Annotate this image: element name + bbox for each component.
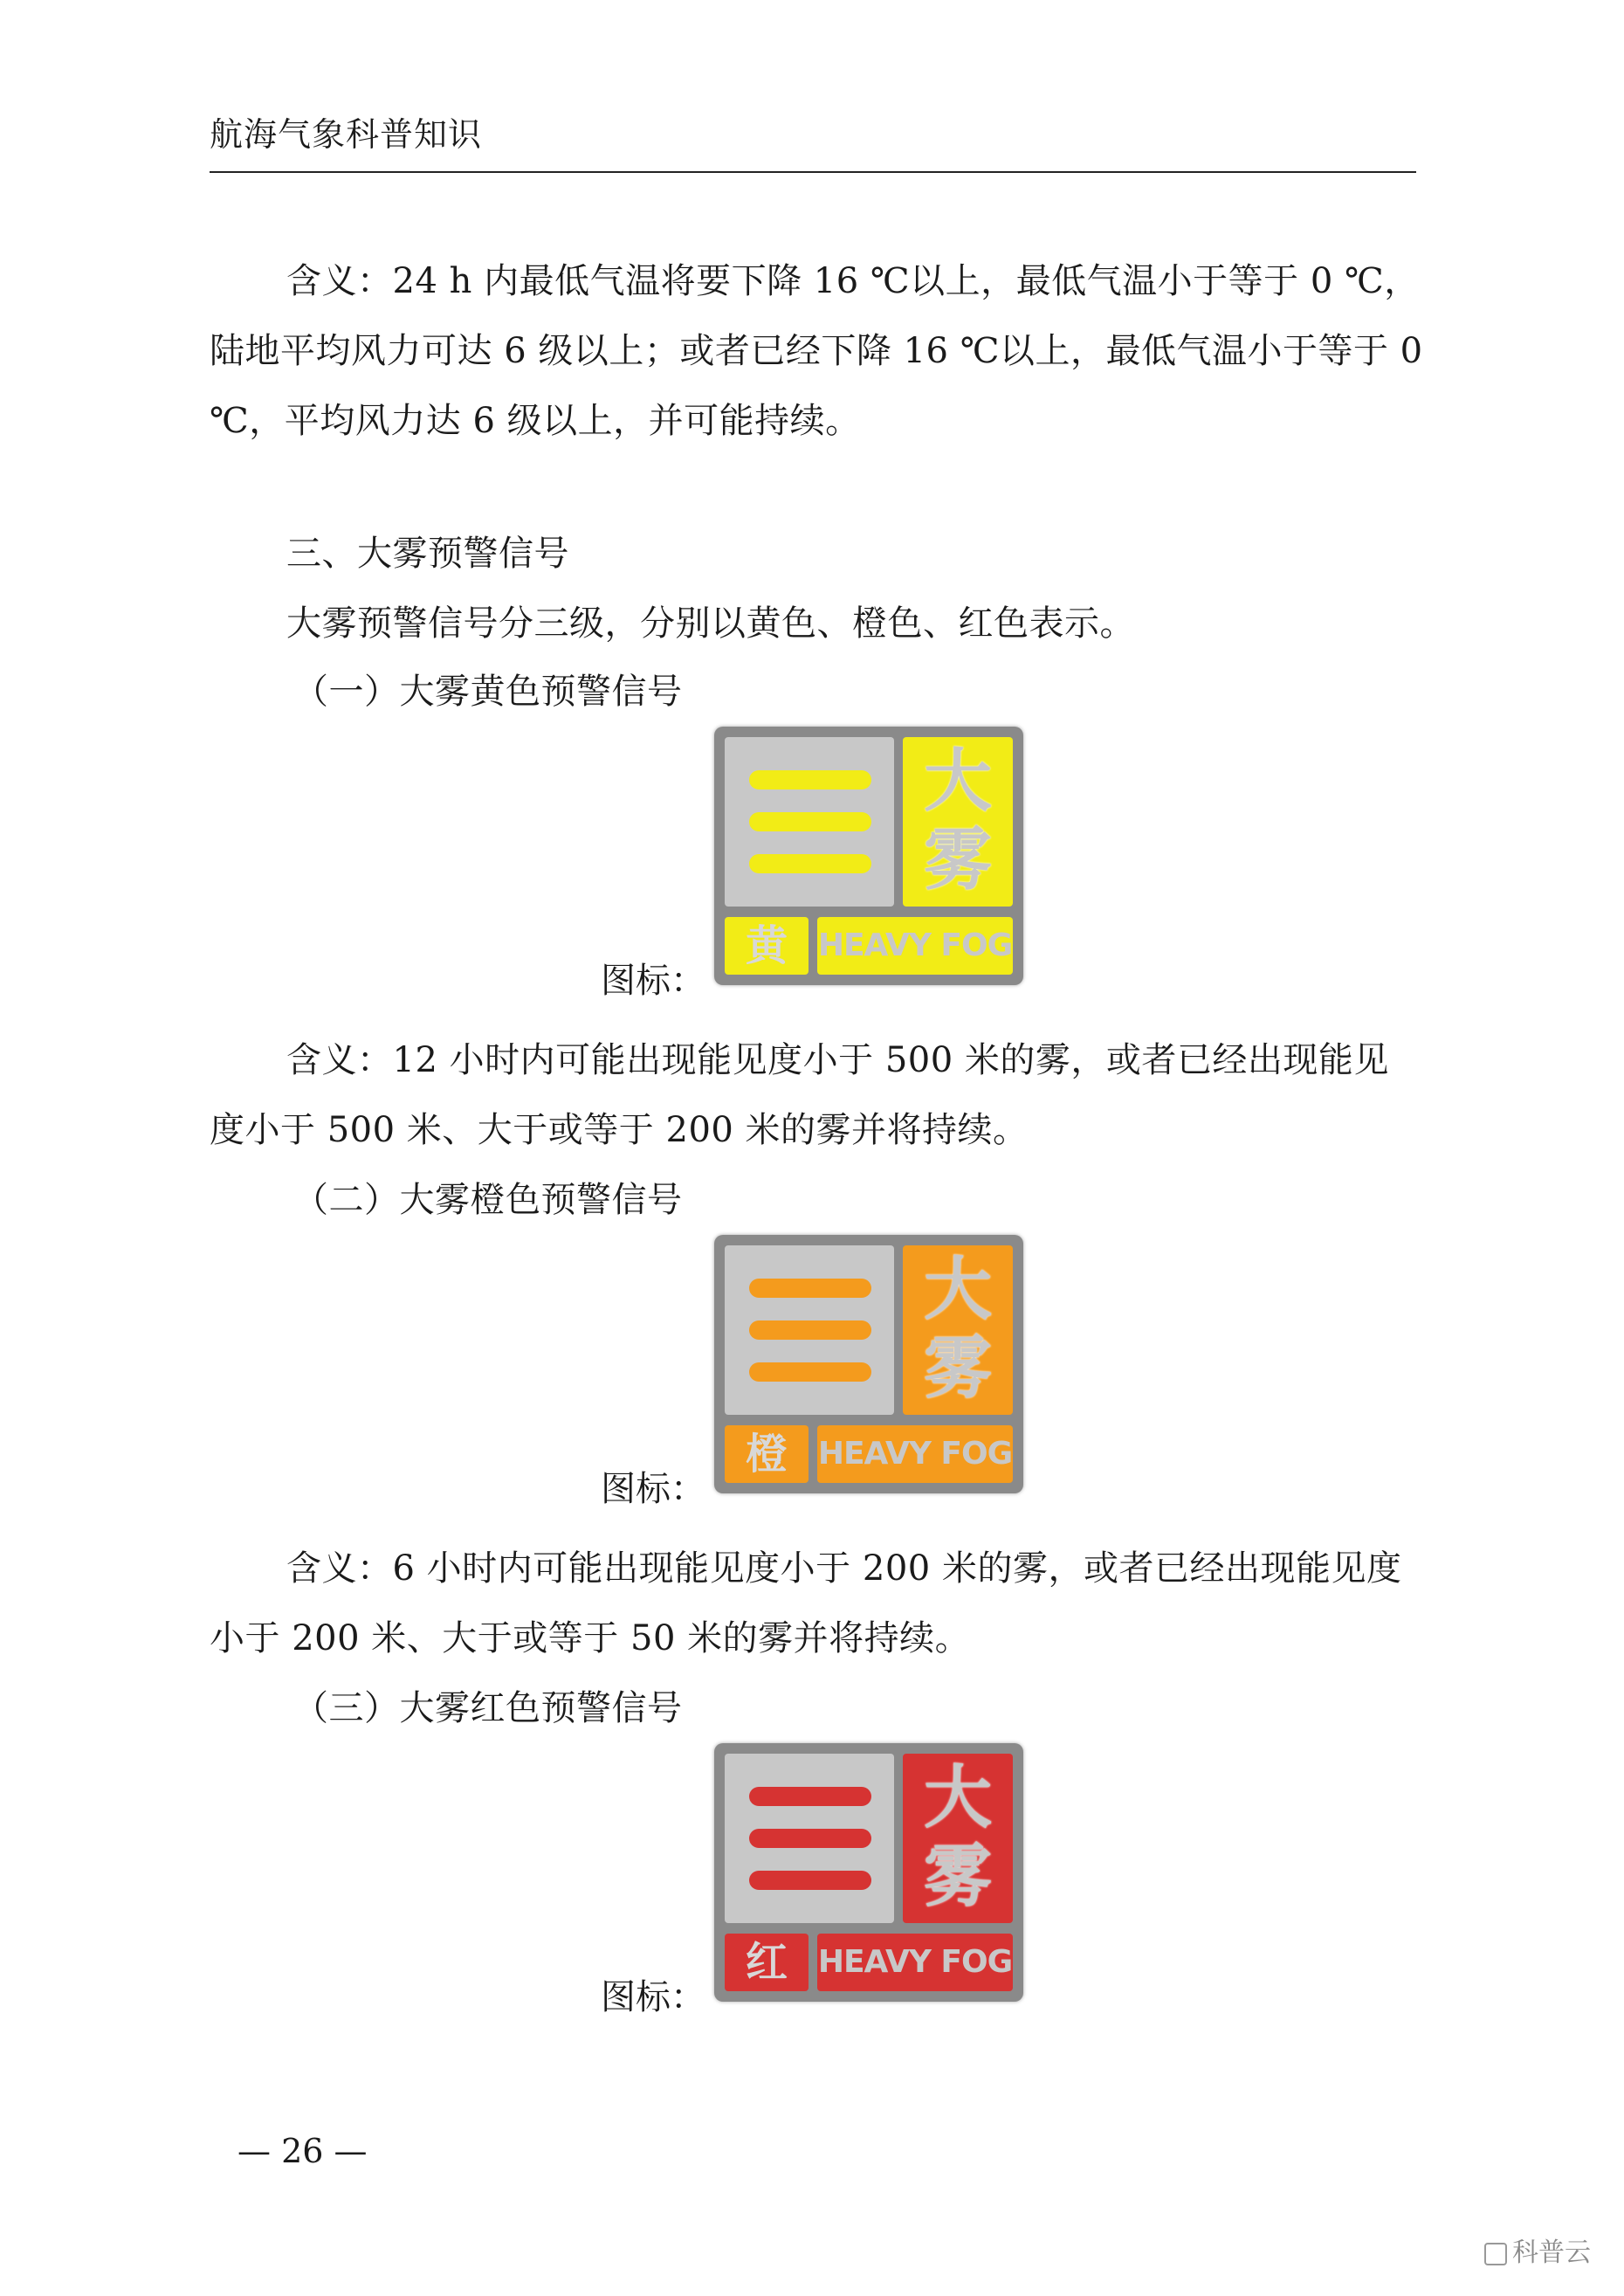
orange-signal-meaning: 含义：6 小时内可能出现能见度小于 200 米的雾，或者已经出现能见度小于 200 米、大于或等于 50 米的雾并将持续。 [210,1548,1402,1658]
orange-fog-signal-icon [714,1235,1023,1493]
fog-bar [749,1362,871,1382]
signal-char-bottom: 雾 [923,821,992,900]
cold-wave-meaning: 含义：24 h 内最低气温将要下降 16 ℃以上，最低气温小于等于 0 ℃，陆地平均风力可达 6 级以上；或者已经下降 16 ℃以上，最低气温小于等于 0 ℃，平均风力达 6 级以上，并可能持续。 [210,261,1423,441]
signal-char-panel [903,737,1013,907]
yellow-signal-meaning: 含义：12 小时内可能出现能见度小于 500 米的雾，或者已经出现能见度小于 500 米、大于或等于 200 米的雾并将持续。 [210,1040,1389,1150]
signal-bars-panel [725,737,894,907]
fog-bar [749,1871,871,1890]
fog-bar [749,1279,871,1298]
signal-char-panel [903,1754,1013,1923]
watermark-text: 科普云 [1512,2237,1591,2268]
signal-char-bottom: 雾 [923,1837,992,1916]
fog-intro: 大雾预警信号分三级，分别以黄色、橙色、红色表示。 [286,603,1135,644]
signal-char-top: 大 [923,1759,992,1837]
yellow-icon-label: 图标： [601,961,705,1001]
red-icon-label: 图标： [601,1977,705,2017]
page-number: — 26 — [237,2132,368,2170]
signal-english-label: HEAVY FOG [817,917,1013,975]
fog-bar [749,1787,871,1806]
signal-level-char: 红 [725,1934,809,1991]
signal-bars-panel [725,1245,894,1415]
fog-section-title: 三、大雾预警信号 [286,534,569,574]
watermark [1484,2236,1591,2271]
orange-signal-title: （二）大雾橙色预警信号 [293,1180,683,1220]
page-header [210,112,1416,173]
fog-bar [749,770,871,789]
yellow-signal-title: （一）大雾黄色预警信号 [293,672,683,712]
fog-bar [749,1829,871,1848]
signal-level-char: 黄 [725,917,809,975]
red-fog-signal-icon [714,1743,1023,2002]
fog-bar [749,812,871,831]
yellow-fog-signal-icon [714,727,1023,985]
red-signal-title: （三）大雾红色预警信号 [293,1688,683,1728]
signal-bars-panel [725,1754,894,1923]
header-title: 航海气象科普知识 [210,115,483,154]
signal-english-label: HEAVY FOG [817,1425,1013,1483]
signal-char-top: 大 [923,742,992,821]
watermark-logo-icon [1484,2243,1507,2265]
signal-char-panel [903,1245,1013,1415]
signal-english-label: HEAVY FOG [817,1934,1013,1991]
signal-char-top: 大 [923,1251,992,1329]
signal-level-char: 橙 [725,1425,809,1483]
signal-char-bottom: 雾 [923,1329,992,1408]
fog-bar [749,1320,871,1340]
orange-icon-label: 图标： [601,1469,705,1509]
fog-bar [749,854,871,873]
